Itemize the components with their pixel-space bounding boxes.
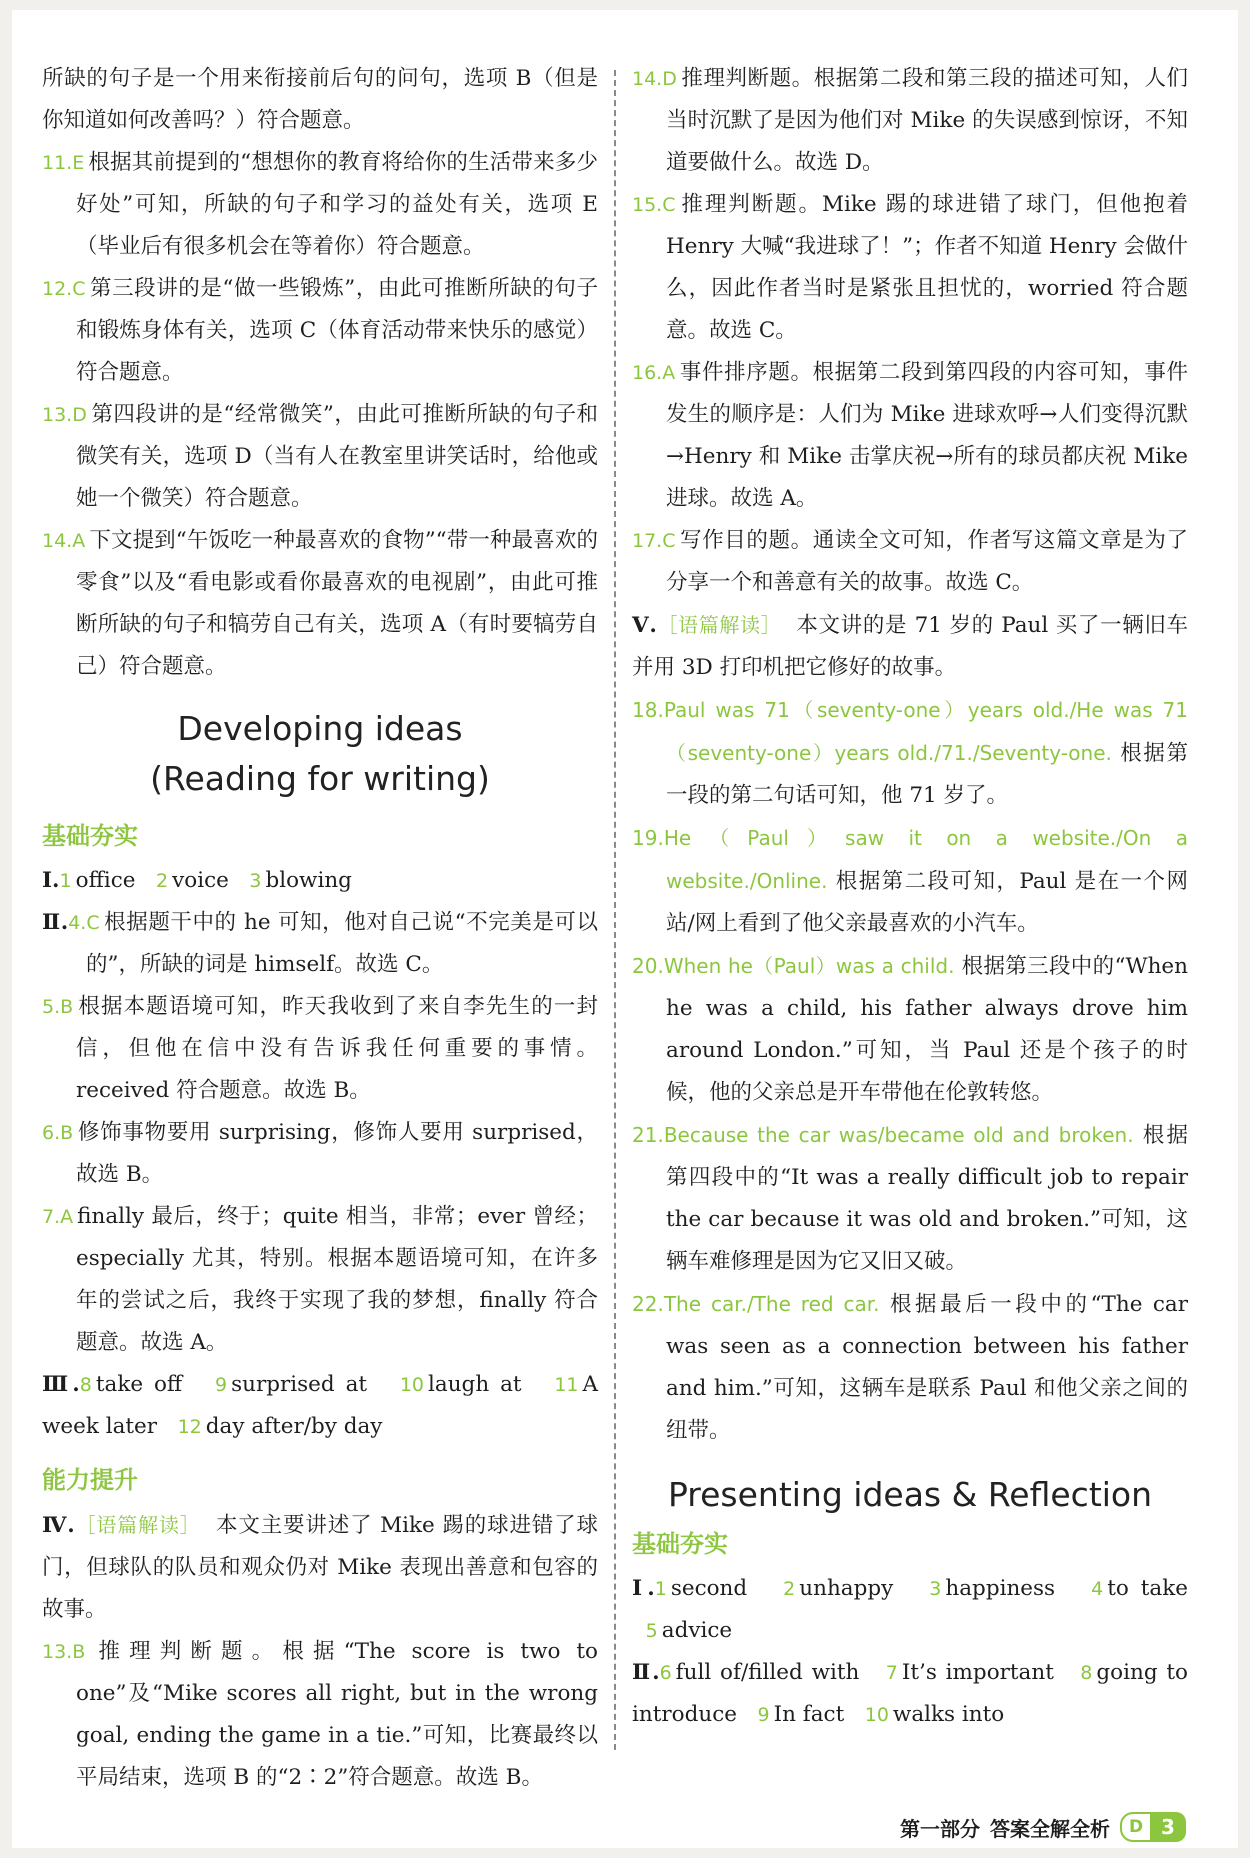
answer-22: 22.The car./The red car. 根据最后一段中的“The car was seen as a connection between his father and him.”可知，这辆车是联系 Paul 和他父亲之间的纽带。 <box>632 1292 1189 1443</box>
section-title-presenting-ideas: Presenting ideas & Reflection <box>667 1475 1153 1514</box>
answer-14: 14.A 下文提到“午饭吃一种最喜欢的食物”“带一种最喜欢的零食”以及“看电影或看你最喜欢的电视剧”，由此可推断所缺的句子和犒劳自己有关，选项 A（有时要犒劳自己）符合题意。 <box>42 528 598 679</box>
answer-15: 15.C 推理判断题。Mike 踢的球进错了球门，但他抱着 Henry 大喊“我进球了！”；作者不知道 Henry 会做什么，因此作者当时是紧张且担忧的，worried 符合题意。故选 C。 <box>632 192 1188 343</box>
answer-14d: 14.D 推理判断题。根据第二段和第三段的描述可知，人们当时沉默了是因为他们对 Mike 的失误感到惊讶，不知道要做什么。故选 D。 <box>632 66 1188 175</box>
answer-20: 20.When he（Paul）was a child. 根据第三段中的“When he was a child, his father always drove him around London.”可知，当 Paul 还是个孩子的时候，他的父亲总是开车带他在伦敦转悠。 <box>632 954 1188 1105</box>
section-title-developing-ideas: Developing ideas <box>177 709 463 748</box>
answer-16: 16.A 事件排序题。根据第二段到第四段的内容可知，事件发生的顺序是：人们为 Mike 进球欢呼→人们变得沉默→Henry 和 Mike 击掌庆祝→所有的球员都庆祝 Mike 进球。故选 A。 <box>632 360 1188 511</box>
section-4-summary: Ⅳ.［语篇解读］ 本文主要讲述了 Mike 踢的球进错了球门，但球队的队员和观众仍对 Mike 表现出善意和包容的故事。 <box>42 1513 599 1622</box>
right-column <box>632 58 1188 1736</box>
right-section-1-answers: Ⅰ.1 second 2 unhappy 3 happiness 4 to take 5 advice <box>632 1576 1188 1643</box>
answer-5: 5.B 根据本题语境可知，昨天我收到了来自李先生的一封信，但他在信中没有告诉我任何重要的事情。received 符合题意。故选 B。 <box>42 994 598 1103</box>
answer-6: 6.B 修饰事物要用 surprising，修饰人要用 surprised，故选 B。 <box>42 1120 598 1187</box>
right-section-2-answers: Ⅱ.6 full of/filled with 7 It’s important 8 going to introduce 9 In fact 10 walks into <box>632 1660 1188 1727</box>
answer-19: 19.He（Paul）saw it on a website./On a website./Online. 根据第二段可知，Paul 是在一个网站/网上看到了他父亲最喜欢的小汽车。 <box>632 826 1188 936</box>
heading-basic-right: 基础夯实 <box>632 1530 728 1558</box>
answer-18: 18.Paul was 71（seventy-one）years old./He was 71（seventy-one）years old./71./Seventy-one. 根据第一段的第二句话可知，他 71 岁了。 <box>632 698 1188 808</box>
section-subtitle-reading-for-writing: (Reading for writing) <box>150 759 490 798</box>
answer-7: 7.A finally 最后，终于；quite 相当，非常；ever 曾经；especially 尤其，特别。根据本题语境可知，在许多年的尝试之后，我终于实现了我的梦想，finally 符合题意。故选 A。 <box>42 1204 598 1355</box>
page-number: 3 <box>1150 1812 1186 1842</box>
footer-part: 第一部分 <box>900 1816 980 1841</box>
page-footer <box>900 1810 1186 1844</box>
footer-title: 答案全解全析 <box>990 1816 1110 1841</box>
answer-4: Ⅱ.4.C 根据题干中的 he 可知，他对自己说“不完美是可以的”，所缺的词是 himself。故选 C。 <box>42 910 599 977</box>
answer-12: 12.C 第三段讲的是“做一些锻炼”，由此可推断所缺的句子和锻炼身体有关，选项 C（体育活动带来快乐的感觉）符合题意。 <box>42 276 598 385</box>
answer-11: 11.E 根据其前提到的“想想你的教育将给你的生活带来多少好处”可知，所缺的句子和学习的益处有关，选项 E（毕业后有很多机会在等着你）符合题意。 <box>42 150 598 259</box>
section-5-summary: Ⅴ.［语篇解读］ 本文讲的是 71 岁的 Paul 买了一辆旧车并用 3D 打印机把它修好的故事。 <box>632 613 1189 680</box>
answer-13b: 13.B 推理判断题。根据“The score is two to one”及“Mike scores all right, but in the wrong goal, ending the game in a tie.”可知，比赛最终以平局结束，选项 B 的“2∶2”符合题意。故选 B。 <box>42 1639 598 1790</box>
heading-basic: 基础夯实 <box>42 822 138 850</box>
heading-ability: 能力提升 <box>42 1466 138 1494</box>
section-1-answers: Ⅰ.1 office 2 voice 3 blowing <box>42 868 352 893</box>
section-3-answers: Ⅲ.8 take off 9 surprised at 10 laugh at 11 A week later 12 day after/by day <box>42 1372 599 1439</box>
column-divider <box>614 70 616 1750</box>
answer-17: 17.C 写作目的题。通读全文可知，作者写这篇文章是为了分享一个和善意有关的故事。故选 C。 <box>632 528 1188 595</box>
answer-21: 21.Because the car was/became old and broken. 根据第四段中的“It was a really difficult job to repair the car because it was old and broken.”可知，这辆车难修理是因为它又旧又破。 <box>632 1123 1188 1274</box>
answer-13: 13.D 第四段讲的是“经常微笑”，由此可推断所缺的句子和微笑有关，选项 D（当有人在教室里讲笑话时，给他或她一个微笑）符合题意。 <box>42 402 598 511</box>
left-column <box>42 58 598 1799</box>
paragraph-option-b: 所缺的句子是一个用来衔接前后句的问句，选项 B（但是你知道如何改善吗？）符合题意。 <box>42 66 598 133</box>
edition-badge: D <box>1120 1812 1152 1842</box>
